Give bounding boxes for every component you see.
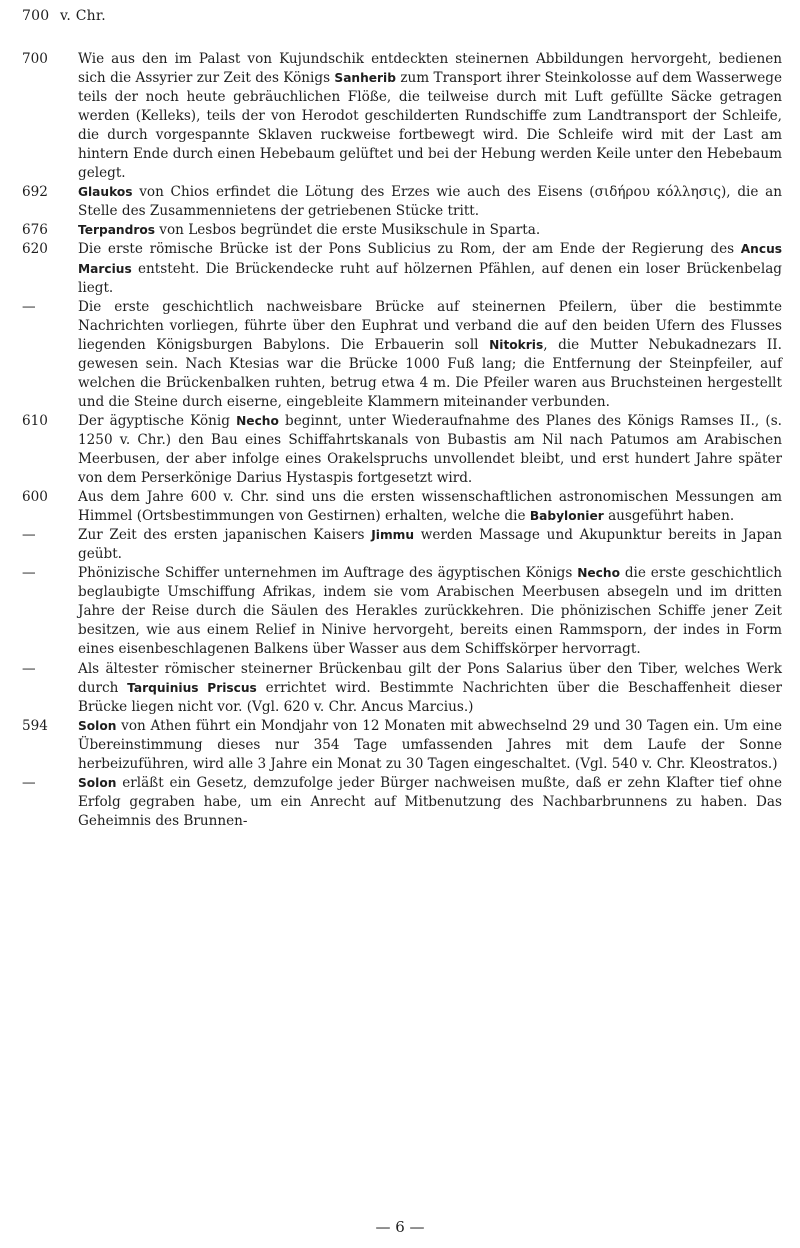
entry-year: 610 (22, 412, 48, 429)
chronicle-entry (22, 50, 782, 183)
chronicle-entry (22, 660, 782, 717)
entry-text (78, 774, 782, 831)
highlighted-name: Sanherib (334, 71, 396, 86)
text-run: Als ältester römischer steinerner Brückenbau gilt der Pons Salarius über den Tiber, welches Werk durch (78, 660, 782, 696)
entry-year: — (22, 527, 36, 544)
text-run: Die erste geschichtlich nachweisbare Brücke auf steinernen Pfeilern, über die bestimmte Nachrichten vorliegen, führte über den Euphrat und verband die auf den beiden Ufern des Flusses liegenden Königsburgen Babylons. Die Erbauerin soll (78, 298, 782, 353)
running-header (22, 8, 112, 24)
entry-text (78, 183, 782, 221)
text-run: zum Transport ihrer Steinkolosse auf dem Wasserwege teils der noch heute gebräuchlichen Flöße, die teilweise durch mit Luft gefüllte Säcke getragen werden (Kelleks), teils der von Herodot geschilderten Rundschiffe zum Landtransport der Schleife, die durch vorgespannte Sklaven ruckweise fortbewegt wird. Die Schleife wird mit der Last am hintern Ende durch einen Hebebaum gelüftet und bei der Hebung werden Keile unter den Hebebaum gelegt. (78, 70, 782, 182)
entry-text (78, 717, 782, 774)
text-run: ausgeführt haben. (603, 508, 735, 525)
highlighted-name: Necho (236, 413, 279, 428)
entry-year: — (22, 774, 36, 791)
volume-label: v. Chr. (59, 8, 106, 24)
highlighted-name: Ancus Marcius (78, 242, 782, 276)
entry-text (78, 488, 782, 526)
text-run: entsteht. Die Brückendecke ruht auf hölzernen Pfählen, auf denen ein loser Brückenbelag liegt. (78, 260, 782, 296)
highlighted-name: Necho (577, 566, 620, 581)
entry-year: — (22, 298, 36, 315)
text-run: von Chios erfindet die Lötung des Erzes wie auch des Eisens (σιδήρου κόλλησις), die an Stelle des Zusammennietens der getriebenen Stücke tritt. (78, 184, 782, 220)
text-run: Zur Zeit des ersten japanischen Kaisers (78, 527, 372, 544)
entry-text (78, 412, 782, 488)
chronicle-entry (22, 298, 782, 412)
text-run: von Lesbos begründet die erste Musikschule in Sparta. (154, 222, 541, 239)
entry-year: 600 (22, 489, 48, 506)
highlighted-name: Solon (78, 775, 117, 790)
text-run: Wie aus den im Palast von Kujundschik entdeckten steinernen Abbildungen hervorgeht, bedienen sich die Assyrier zur Zeit des Königs (78, 51, 782, 87)
text-run: errichtet wird. Bestimmte Nachrichten über die Beschaffenheit dieser Brücke liegen nicht vor. (Vgl. 620 v. Chr. Ancus Marcius.) (78, 679, 782, 715)
text-run: beginnt, unter Wiederaufnahme des Planes des Königs Ramses II., (s. 1250 v. Chr.) den Bau eines Schiffahrtskanals von Bubastis am Nil nach Patumos am Arabischen Meerbusen, der aber infolge eines Orakelspruchs unvollendet bleibt, und erst hundert Jahre später von dem Perserkönige Darius Hystaspis fortgesetzt wird. (78, 412, 782, 487)
text-run: Die erste römische Brücke ist der Pons Sublicius zu Rom, der am Ende der Regierung des (78, 241, 741, 258)
chronicle-entry (22, 526, 782, 564)
chronicle-entry (22, 183, 782, 221)
highlighted-name: Tarquinius Priscus (127, 680, 257, 695)
highlighted-name: Nitokris (489, 337, 544, 352)
entry-text (78, 240, 782, 297)
highlighted-name: Terpandros (78, 223, 155, 238)
page-footer-number: — 6 — (375, 1218, 425, 1236)
entry-year: 700 (22, 51, 48, 67)
entry-text (78, 526, 782, 564)
text-run: die erste geschichtlich beglaubigte Umschiffung Afrikas, indem sie vom Arabischen Meerbusen absegeln und im dritten Jahre der Reise durch die Säulen des Herakles zurückkehren. Die phönizischen Schiffe jener Zeit besitzen, wie aus einem Relief in Ninive hervorgeht, bereits einen Rammsporn, der indes in Form eines eisenbeschlagenen Balkens über Wasser aus dem Schiffskörper hervorragt. (78, 565, 782, 658)
entry-year: 620 (22, 241, 48, 258)
highlighted-name: Glaukos (78, 185, 133, 200)
text-run: Der ägyptische König (78, 412, 237, 429)
entry-text (78, 221, 782, 240)
entry-year: 692 (22, 184, 48, 201)
entry-year: 594 (22, 717, 48, 734)
chronicle-entry (22, 717, 782, 774)
entry-text (78, 564, 782, 659)
entry-text (78, 50, 782, 183)
highlighted-name: Babylonier (529, 509, 604, 524)
highlighted-name: Jimmu (371, 528, 415, 543)
chronicle-entry (22, 488, 782, 526)
chronicle-entry (22, 412, 782, 488)
entry-year: — (22, 565, 36, 582)
chronicle-entry (22, 221, 782, 240)
page-number: 700 (22, 8, 50, 24)
entry-text (78, 298, 782, 412)
chronicle-entry (22, 774, 782, 831)
entry-text (78, 660, 782, 717)
text-run: , die Mutter Nebukadnezars II. gewesen sein. Nach Ktesias war die Brücke 1000 Fuß lang; die Entfernung der Steinpfeiler, auf welchen die Brückenbalken ruhten, betrug etwa 4 m. Die Pfeiler waren aus Bruchsteinen hergestellt und die Steine durch eiserne, eingebleite Klammern miteinander verbunden. (78, 336, 782, 410)
entry-year: — (22, 660, 36, 677)
entry-year: 676 (22, 222, 48, 239)
chronicle-entry (22, 564, 782, 659)
text-run: von Athen führt ein Mondjahr von 12 Monaten mit abwechselnd 29 und 30 Tagen ein. Um eine Übereinstimmung dieses nur 354 Tage umfassenden Jahres mit dem Laufe der Sonne herbeizuführen, wird alle 3 Jahre ein Monat zu 30 Tagen eingeschaltet. (Vgl. 540 v. Chr. Kleostratos.) (78, 717, 782, 772)
text-run: Aus dem Jahre 600 v. Chr. sind uns die ersten wissenschaftlichen astronomischen Messungen am Himmel (Ortsbestimmungen von Gestirnen) erhalten, welche die (78, 489, 782, 525)
text-run: werden Massage und Akupunktur bereits in Japan geübt. (78, 527, 783, 563)
highlighted-name: Solon (78, 718, 117, 733)
text-run: erläßt ein Gesetz, demzufolge jeder Bürger nachweisen mußte, daß er zehn Klafter tief ohne Erfolg gegraben habe, um ein Anrecht auf Mitbenutzung des Nachbarbrunnens zu haben. Das Geheimnis des Brunnen- (78, 774, 782, 829)
chronicle-entry (22, 240, 782, 297)
text-run: Phönizische Schiffer unternehmen im Auftrage des ägyptischen Königs (78, 565, 578, 582)
chronicle-entries (22, 50, 782, 831)
